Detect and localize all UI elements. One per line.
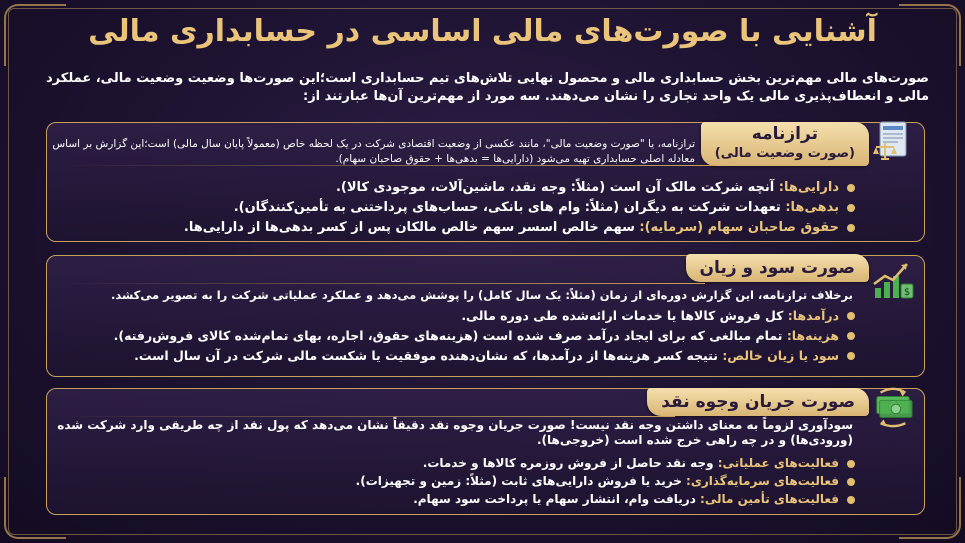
- balance-sheet-icon: [871, 118, 915, 162]
- intro-paragraph: صورت‌های مالی مهم‌ترین بخش حسابداری مالی و محصول نهایی تلاش‌های تیم حسابداری است؛این صورت‌ها وضعیت وضعیت مالی، عملکرد مالی و انعطاف‌پذیری مالی یک واحد تجاری را نشان می‌دهند. سه مورد از مهم‌ترین آن‌ها عبارتند از:: [46, 71, 929, 104]
- svg-text:$: $: [903, 287, 911, 298]
- list-item: دارایی‌ها: آنچه شرکت مالک آن است (مثلاً: وجه نقد، ماشین‌آلات، موجودی کالا).: [52, 178, 855, 198]
- section-heading: صورت جریان وجوه نقد: [661, 392, 855, 412]
- section-heading: صورت سود و زیان: [699, 258, 855, 278]
- list-item: هزینه‌ها: تمام مبالغی که برای ایجاد درآمد صرف شده است (هزینه‌های حقوق، اجاره، بهای تمام‌شده کالای فروش‌رفته).: [52, 326, 855, 346]
- cash-flow-icon: [871, 385, 915, 429]
- section-subheading: (صورت وضعیت مالی): [714, 146, 855, 161]
- divider: [60, 283, 705, 284]
- list-item: سود یا زیان خالص: نتیجه کسر هزینه‌ها از درآمدها، که نشان‌دهنده موفقیت یا شکست مالی شرکت در آن سال است.: [52, 346, 855, 366]
- list-item: حقوق صاحبان سهام (سرمایه): سهم خالص اسسر سهم خالص مالکان پس از کسر بدهی‌ها از دارایی‌ها.: [52, 218, 855, 238]
- cash-flow-list: [52, 454, 855, 508]
- section-description: برخلاف ترازنامه، این گزارش دوره‌ای از زمان (مثلاً: یک سال کامل) را پوشش می‌دهد و عملکرد عملیاتی شرکت را به تصویر می‌کشد.: [110, 288, 853, 302]
- income-statement-list: [52, 306, 855, 366]
- section-description: ترازنامه، یا "صورت وضعیت مالی"، مانند عکسی از وضعیت اقتصادی شرکت در یک لحظه خاص (معمولاً پایان سال مالی) است؛این گزارش بر اساس معادله اصلی حسابداری تهیه می‌شود (دارایی‌ها = بدهی‌ها + حقوق صاحبان سهام).: [52, 138, 695, 165]
- balance-sheet-heading: [701, 122, 869, 166]
- list-item: فعالیت‌های عملیاتی: وجه نقد حاصل از فروش روزمره کالاها و خدمات.: [52, 454, 855, 472]
- list-item: فعالیت‌های تأمین مالی: دریافت وام، انتشار سهام یا پرداخت سود سهام.: [52, 490, 855, 508]
- balance-sheet-list: [52, 178, 855, 238]
- divider: [60, 416, 675, 417]
- section-description: سودآوری لزوماً به معنای داشتن وجه نقد نیست! صورت جریان وجوه نقد دقیقاً نشان می‌دهد که پول نقد از چه طریقی وارد شرکت شده (ورودی‌ها) و در چه راهی خرج شده است (خروجی‌ها).: [57, 418, 853, 447]
- list-item: فعالیت‌های سرمایه‌گذاری: خرید یا فروش دارایی‌های ثابت (مثلاً: زمین و تجهیزات).: [52, 472, 855, 490]
- cash-flow-heading: [647, 388, 869, 416]
- page-title: آشنایی با صورت‌های مالی اساسی در حسابداری مالی: [88, 14, 877, 49]
- section-heading: ترازنامه: [751, 124, 818, 144]
- list-item: بدهی‌ها: تعهدات شرکت به دیگران (مثلاً: وام های بانکی، حساب‌های پرداختنی به تأمین‌کنندگان).: [52, 198, 855, 218]
- profit-chart-icon: [871, 258, 915, 302]
- income-statement-heading: [686, 254, 869, 282]
- list-item: درآمدها: کل فروش کالاها یا خدمات ارائه‌شده طی دوره مالی.: [52, 306, 855, 326]
